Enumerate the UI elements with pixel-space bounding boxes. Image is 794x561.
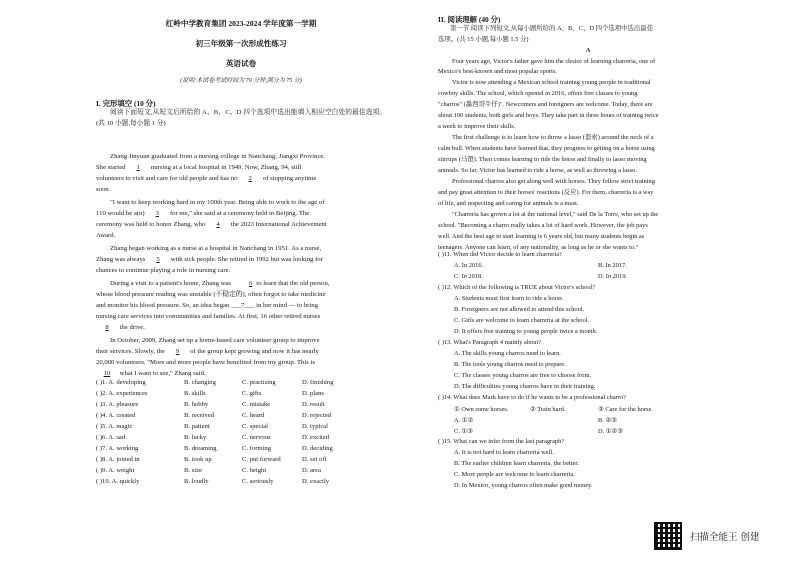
passage-line: Mexico's best-known and most popular sports.	[438, 68, 558, 75]
option: C. height	[242, 467, 267, 474]
option: A. In 2016.	[454, 262, 484, 269]
passage-line	[96, 278, 386, 289]
passage-line	[96, 346, 386, 357]
question-13: ( )13. What's Paragraph 4 mainly about?	[438, 339, 542, 346]
question-stem-option: ( )3. A. pleasure	[96, 401, 139, 408]
question-stem-option: ( )4. A. created	[96, 412, 136, 419]
option: B. The earlier children learn charreria, the better.	[454, 460, 579, 467]
passage-line: and monitor his blood pressure. So, an idea began ___7___ in her mind — to bring	[96, 302, 318, 309]
passage-line: soon.	[96, 186, 111, 193]
question-row	[96, 434, 386, 441]
option: D. deciding	[302, 445, 333, 452]
passage-line: chances to continue playing a role in nursing care.	[96, 267, 231, 274]
option: C. put forward	[242, 456, 281, 463]
blank-number: 6	[249, 280, 253, 287]
blank-number: 1	[136, 164, 140, 171]
option: B. took up	[184, 456, 212, 463]
section1-title: I. 完形填空 (10 分)	[96, 99, 156, 108]
passage-text: During a visit to a patient's home, Zhang was	[110, 280, 233, 287]
option: B. changing	[184, 379, 216, 386]
passage-line	[96, 173, 386, 184]
option: D. The difficulties young charros have in their training.	[454, 383, 596, 390]
passage-line: Award.	[96, 232, 116, 239]
passage-line: In October, 2009, Zhang set up a home-based care volunteer group to improve	[110, 337, 320, 344]
passage-line: Victor is now attending a Mexican school training young people in traditional	[452, 79, 651, 86]
blank-number: 4	[216, 221, 220, 228]
option: B. Foreigners are not allowed to attend this school.	[454, 306, 585, 313]
option: D. In 2019.	[598, 273, 628, 280]
option: D. exactly	[302, 478, 330, 485]
question-stem-option: ( )6. A. sad	[96, 434, 126, 441]
passage-line	[96, 254, 386, 265]
question-stem-option: ( )2. A. experiences	[96, 390, 148, 397]
passage-text: She started	[96, 164, 128, 171]
exam-title: 初三年级第一次形成性练习	[195, 39, 287, 48]
option: A. The skills young charros need to learn.	[454, 350, 561, 357]
passage-line: "charros" (墨西哥牛仔)". Newcomers and foreigners are welcome. Today, there are	[438, 101, 653, 108]
option: B. dreaming	[184, 445, 217, 452]
passage-line	[96, 219, 386, 230]
passage-line: a week to improve their skills.	[438, 123, 516, 130]
option: C. The classes young charros are free to choose from.	[454, 372, 592, 379]
option: D. set off	[302, 456, 327, 463]
question-stem-option: ( )7. A. working	[96, 445, 139, 452]
option: C. Girls are welcome to learn charreria at the school.	[454, 317, 590, 324]
question-15: ( )15. What can we infer from the last paragraph?	[438, 438, 565, 445]
question-14: ( )14. What does Mark have to do if he wants to be a professional charro?	[438, 394, 626, 401]
option: B. lucky	[184, 434, 207, 441]
passage-text: what I want to see," Zhang said.	[118, 370, 206, 377]
passage-line: stirrups (马镫). Then comes learning to ride the horse and finally to lasso moving	[438, 156, 647, 163]
passage-text: the drive.	[118, 324, 145, 331]
question-stem-option: ( )8. A. joined in	[96, 456, 140, 463]
passage-text: to learn that the old person,	[254, 280, 330, 287]
option: D. result	[302, 401, 325, 408]
option: B. ②③	[598, 417, 617, 424]
passage-line: "I want to keep working hard in my 100th year. Being able to work to the age of	[110, 199, 325, 206]
blank-number: 5	[156, 256, 160, 263]
option: B. The tools young charros need to prepare.	[454, 361, 566, 368]
question-row	[96, 478, 386, 485]
option: B. loudly	[184, 478, 209, 485]
option: D. rejected	[302, 412, 331, 419]
item: ① Own some horses.	[454, 406, 509, 413]
option: D. excited	[302, 434, 330, 441]
passage-line: whose blood pressure reading was unstable (不稳定的), often forgot to take medicine	[96, 291, 326, 298]
option: B. hobby	[184, 401, 209, 408]
subject-title: 英语试卷	[225, 59, 257, 68]
passage-line	[96, 322, 386, 333]
passage-text: volunteers to visit and care for old people and has no	[96, 175, 240, 182]
passage-line: nursing care services into communities and families. At first, 16 other retired nurses	[96, 313, 321, 320]
passage-text: 110 would be a(n)	[96, 210, 147, 217]
passage-line	[96, 368, 386, 379]
passage-line: calm bull. When students have learned that, they progress to getting on a horse using	[438, 145, 655, 152]
item: ③ Care for the horse.	[598, 406, 653, 413]
question-12: ( )12. Which of the following is TRUE about Victor's school?	[438, 284, 596, 291]
question-row	[96, 401, 386, 408]
exam-note: (说明:本试卷考试时间为 70 分钟,满分为 75 分)	[180, 78, 302, 84]
passage-text: for me," she said at a ceremony held in Beijing. The	[168, 210, 310, 217]
passage-line: Professional charros also get along well with horses. They follow strict training	[452, 178, 655, 185]
option: B. patient	[184, 423, 210, 430]
section2-title: II. 阅读理解 (40 分)	[438, 15, 501, 24]
question-row	[96, 379, 386, 386]
option: C. nervous	[242, 434, 271, 441]
option: C. seriously	[242, 478, 274, 485]
passage-line: Four years ago, Victor's father gave him the choice of learning charreria, one of	[452, 58, 656, 65]
question-stem-option: ( )5. A. magic	[96, 423, 133, 430]
passage-line: and pay great attention to their horses' reactions (反应). For them, charreria is a way	[438, 189, 654, 196]
option: B. In 2017.	[598, 262, 627, 269]
qr-code-icon	[654, 522, 682, 550]
passage-line: of life, and respecting and caring for animals is a must.	[438, 200, 579, 207]
passage-line: cowboy skills. The school, which opened in 2016, offers free classes to young	[438, 90, 638, 97]
passage-label: A	[585, 47, 591, 54]
question-row	[96, 412, 386, 419]
option: A. Students must first learn to ride a horse.	[454, 295, 564, 302]
option: D. typical	[302, 423, 329, 430]
option: D. In Mexico, young charros often make good money.	[454, 482, 593, 489]
option: B. received	[184, 412, 215, 419]
passage-line: about 100 students, both girls and boys. They take part in three hours of training twice	[438, 112, 659, 119]
passage-text: their services. Slowly, the	[96, 348, 167, 355]
passage-line	[96, 208, 386, 219]
scanner-watermark	[654, 522, 760, 550]
passage-text: with sick people. She retired in 1992 but was looking for	[169, 256, 323, 263]
option: A. It is not hard to learn charreria well.	[454, 449, 554, 456]
passage-line: Zhang Jinyuan graduated from a nursing college in Nanchang, Jiangxi Province.	[110, 153, 326, 160]
option: D. It offers free training to young people twice a month.	[454, 328, 598, 335]
option: D. ①②③	[598, 428, 623, 435]
question-stem-option: ( )9. A. weight	[96, 467, 135, 474]
blank-number: 10	[103, 370, 111, 377]
passage-line: teenagers. Anyone can learn, of any nationality, as long as he or she wants to."	[438, 244, 639, 251]
option: C. gifts	[242, 390, 262, 397]
section1-instructions: 阅读下面短文,从短文后所给的 A、B、C、D 四个选项中选出能填入相应空白处的最佳选项。(共 10 小题,每小题 1 分)	[96, 109, 386, 128]
question-row	[96, 456, 386, 463]
passage-text: of stopping anytime	[261, 175, 317, 182]
blank-number: 3	[155, 210, 159, 217]
option: C. heard	[242, 412, 265, 419]
option: C. mistake	[242, 401, 271, 408]
option: D. plans	[302, 390, 324, 397]
passage-line: The first challenge is to learn how to throw a lasso (套索) around the neck of a	[452, 134, 654, 141]
blank-number: 8	[105, 324, 109, 331]
option: A. ①②	[454, 417, 474, 424]
option: C. More people are welcome to learn charreria.	[454, 471, 575, 478]
passage-line: well. And the best age to start learning is 6 years old, but many students begin as	[438, 233, 645, 240]
option: B. skills	[184, 390, 206, 397]
option: C. forming	[242, 445, 271, 452]
passage-text: nursing at a local hospital in 1949. Now, Zhang, 94, still	[149, 164, 302, 171]
passage-line: school. "Becoming a charro really takes a lot of hard work. However, the job pays	[438, 222, 648, 229]
question-stem-option: ( )1. A. developing	[96, 379, 146, 386]
item: ② Train hard.	[530, 406, 566, 413]
option: C. special	[242, 423, 269, 430]
option: D. finishing	[302, 379, 334, 386]
section2-instr-1: 第一节 阅读下列短文,从每小题所给的 A、B、C、D 四个选项中选出最佳	[450, 25, 654, 32]
passage-text: ceremony was held to honor Zhang, who	[96, 221, 208, 228]
section2-instr-2: 选项。(共 15 小题,每小题 1.5 分)	[438, 36, 529, 43]
passage-line	[96, 162, 386, 173]
passage-text: Zhang was always	[96, 256, 148, 263]
question-11: ( )11. When did Victor decide to learn charreria?	[438, 251, 562, 258]
passage-line: "Charreria has grown a lot at the national level," said De la Torre, who set up the	[452, 211, 659, 218]
option: C. ①③	[454, 428, 473, 435]
passage-line: animals. So far, Victor has learned to ride a horse, as well as throwing a lasso.	[438, 167, 637, 174]
blank-number: 9	[175, 348, 180, 355]
school-title: 红岭中学教育集团 2023-2024 学年度第一学期	[165, 19, 317, 28]
passage-text: of the group kept growing and now it has nearly	[188, 348, 319, 355]
scanner-label: 扫描全能王 创建	[690, 532, 760, 543]
question-row	[96, 467, 386, 474]
option: C. practising	[242, 379, 276, 386]
blank-number: 2	[248, 175, 252, 182]
passage-line: 20,000 volunteers. "More and more people have benefited from my group. This is	[96, 359, 315, 366]
option: C. In 2018.	[454, 273, 483, 280]
option: D. area	[302, 467, 322, 474]
question-row	[96, 390, 386, 397]
question-row	[96, 445, 386, 452]
passage-text: the 2023 International Achievement	[229, 221, 327, 228]
question-row	[96, 423, 386, 430]
option: B. size	[184, 467, 202, 474]
question-stem-option: ( )10. A. quickly	[96, 478, 140, 485]
passage-line: Zhang began working as a nurse at a hospital in Nanchang in 1951. As a nurse,	[110, 245, 322, 252]
